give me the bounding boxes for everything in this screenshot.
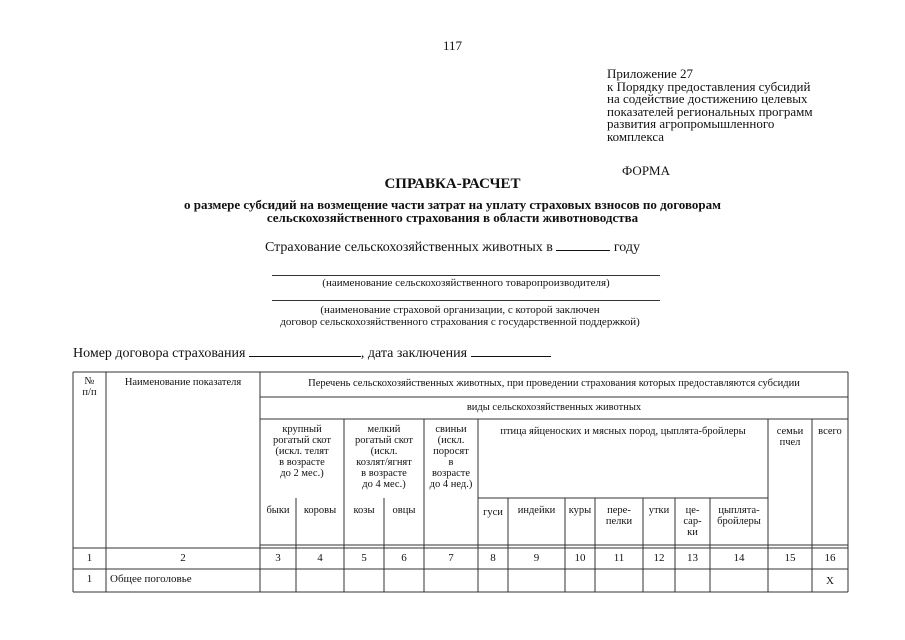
header-pigs-line: в <box>448 457 454 468</box>
header-ducks: утки <box>648 505 670 516</box>
col-number: 11 <box>613 552 625 564</box>
header-indicator: Наименование показателя <box>124 377 242 388</box>
header-num-abbr: п/п <box>82 387 97 398</box>
header-small-line: до 4 мес.) <box>362 479 406 490</box>
contract-number-blank[interactable] <box>249 343 361 357</box>
row-number: 1 <box>86 573 93 585</box>
col-number: 6 <box>401 552 407 564</box>
col-number: 16 <box>824 552 836 564</box>
col-number: 10 <box>574 552 586 564</box>
header-quails-line: пере- <box>607 505 631 516</box>
col-number: 12 <box>653 552 665 564</box>
header-num <box>73 376 106 398</box>
header-guinea-line: це- <box>685 505 700 516</box>
year-suffix: году <box>613 240 641 255</box>
header-broilers-line: бройлеры <box>717 516 761 527</box>
header-bulls: быки <box>266 505 290 516</box>
header-total: всего <box>818 426 842 437</box>
col-number: 1 <box>86 552 93 564</box>
header-bees-line: семьи <box>776 426 804 437</box>
header-cattle-line: (искл. телят <box>275 446 329 457</box>
col-number: 4 <box>317 552 323 564</box>
header-geese: гуси <box>483 507 503 518</box>
contract-date-label: , дата заключения <box>360 346 468 361</box>
appendix-line: на содействие достижению целевых <box>607 91 808 107</box>
header-guinea-fowl <box>675 505 710 538</box>
header-pigs-line: (искл. <box>437 435 465 446</box>
header-cattle-line: до 2 мес.) <box>280 468 324 479</box>
row-label: Общее поголовье <box>110 573 192 585</box>
header-cattle-line: в возрасте <box>279 457 325 468</box>
header-pigs-line: возрасте <box>431 468 471 479</box>
subtitle-line: о размере субсидий на возмещение части затрат на уплату страховых взносов по договорам <box>184 197 721 212</box>
header-broilers-line: цыплята- <box>718 505 760 516</box>
producer-caption: (наименование сельскохозяйственного товаропроизводителя) <box>322 277 610 289</box>
appendix-line: к Порядку предоставления субсидий <box>607 78 811 94</box>
contract-number-label: Номер договора страхования <box>73 346 246 361</box>
header-animal-kinds: виды сельскохозяйственных животных <box>466 402 642 413</box>
header-guinea-line: сар- <box>683 516 702 527</box>
header-goats: козы <box>353 505 375 516</box>
header-small-line: козлят/ягнят <box>356 457 412 468</box>
producer-blank-line[interactable] <box>272 275 660 276</box>
insurer-blank-line[interactable] <box>272 300 660 301</box>
header-pigs-line: свиньи <box>435 424 467 435</box>
col-number: 9 <box>533 552 540 564</box>
header-cattle <box>260 424 344 479</box>
header-broilers <box>710 505 768 527</box>
col-number: 7 <box>448 552 454 564</box>
header-bees-line: пчел <box>779 437 801 448</box>
header-small-line: мелкий <box>367 424 401 435</box>
appendix-line: Приложение 27 <box>607 66 694 81</box>
year-blank[interactable] <box>556 237 610 251</box>
document-title: СПРАВКА-РАСЧЕТ <box>384 176 521 192</box>
subtitle-line: сельскохозяйственного страхования в области животноводства <box>266 210 639 225</box>
col-number: 2 <box>180 552 186 564</box>
header-small-cattle <box>344 424 424 490</box>
year-prefix: Страхование сельскохозяйственных животных в <box>264 240 553 255</box>
col-number: 5 <box>361 552 367 564</box>
header-pigs-line: поросят <box>433 446 469 457</box>
page-number: 117 <box>442 38 463 53</box>
header-cows: коровы <box>303 505 337 516</box>
header-chickens: куры <box>568 505 592 516</box>
appendix-block <box>607 68 867 144</box>
insurer-caption-line2: договор сельскохозяйственного страхования с государственной поддержкой) <box>280 316 640 328</box>
col-number: 13 <box>687 552 698 564</box>
appendix-line: показателей региональных программ <box>607 103 813 119</box>
appendix-line: развития агропромышленного <box>607 116 775 132</box>
col-number: 14 <box>733 552 745 564</box>
row-total-mark: Х <box>826 575 834 587</box>
header-num-symbol: № <box>84 376 95 387</box>
header-cattle-line: крупный <box>282 424 322 435</box>
insurer-caption-line1: (наименование страховой организации, с которой заключен <box>320 304 600 316</box>
header-guinea-line: ки <box>687 527 698 538</box>
appendix-line: комплекса <box>607 128 665 144</box>
header-sheep: овцы <box>392 505 416 516</box>
contract-line <box>73 343 551 362</box>
insurance-year-line <box>0 237 905 256</box>
header-quails <box>595 505 643 527</box>
header-poultry: птица яйценоских и мясных пород, цыплята-бройлеры <box>500 426 746 437</box>
header-pigs-line: до 4 нед.) <box>429 479 473 490</box>
header-small-line: в возрасте <box>361 468 407 479</box>
col-number: 15 <box>784 552 796 564</box>
col-number: 3 <box>275 552 281 564</box>
col-number: 8 <box>490 552 496 564</box>
header-animal-list: Перечень сельскохозяйственных животных, при проведении страхования которых предоставляются субсидии <box>308 378 800 389</box>
header-pigs <box>424 424 478 490</box>
document-subtitle <box>0 198 905 224</box>
header-turkeys: индейки <box>517 505 556 516</box>
contract-date-blank[interactable] <box>471 343 551 357</box>
header-small-line: рогатый скот <box>354 435 413 446</box>
header-cattle-line: рогатый скот <box>272 435 331 446</box>
header-bees <box>768 426 812 448</box>
header-small-line: (искл. <box>370 446 398 457</box>
form-label: ФОРМА <box>622 163 670 178</box>
header-quails-line: пелки <box>605 516 633 527</box>
